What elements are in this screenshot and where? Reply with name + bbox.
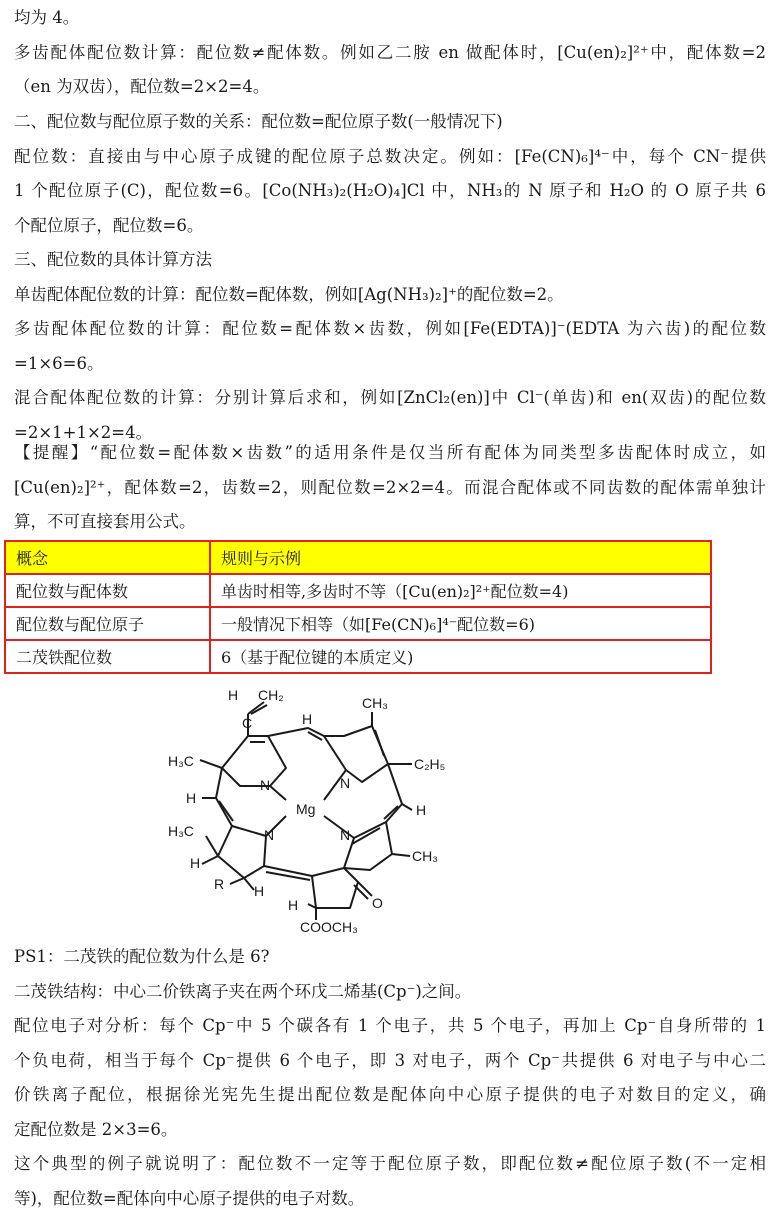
structure-label: H — [288, 897, 298, 913]
structure-label: H₃C — [168, 753, 194, 769]
table-cell: 配位数与配体数 — [5, 574, 210, 607]
table-cell: 一般情况下相等（如[Fe(CN)₆]⁴⁻配位数=6) — [210, 607, 711, 640]
structure-label: H — [228, 687, 238, 703]
section-3-heading: 三、配位数的具体计算方法 — [14, 243, 766, 278]
rules-table — [4, 540, 712, 674]
mono-dentate-rule: 单齿配体配位数的计算：配位数=配体数，例如[Ag(NH₃)₂]⁺的配位数=2。 — [14, 278, 766, 313]
structure-label: C — [242, 715, 252, 731]
table-row — [5, 574, 711, 607]
structure-label: N — [264, 827, 274, 843]
intro-block — [14, 1, 766, 105]
table-header-cell: 规则与示例 — [210, 541, 711, 574]
multi-dentate-rule: 多齿配体配位数的计算：配位数=配体数×齿数，例如[Fe(EDTA)]⁻(EDTA 为六齿)的配位数 — [14, 312, 766, 347]
structure-label: C₂H₅ — [414, 756, 445, 772]
reminder-line: [Cu(en)₂]²⁺，配体数=2，齿数=2，则配位数=2×2=4。而混合配体或不同齿数的配体需单独计 — [14, 471, 766, 506]
ps1-analysis-line: 价铁离子配位，根据徐光宪先生提出配位数是配体向中心原子提供的电子对数目的定义，确 — [14, 1078, 766, 1113]
ps1-conclusion-line: 这个典型的例子就说明了：配位数不一定等于配位原子数，即配位数≠配位原子数(不一定相 — [14, 1147, 766, 1182]
table-cell: 二茂铁配位数 — [5, 640, 210, 673]
structure-label: Mg — [296, 801, 315, 817]
structure-label: CH₃ — [362, 695, 388, 711]
section-2-line: 1 个配位原子(C)，配位数=6。[Co(NH₃)₂(H₂O)₄]Cl 中，NH₃的 N 原子和 H₂O 的 O 原子共 6 — [14, 174, 766, 209]
mixed-ligand-rule: 混合配体配位数的计算：分别计算后求和，例如[ZnCl₂(en)]中 Cl⁻(单齿)和 en(双齿)的配位数 — [14, 381, 766, 416]
table-cell: 配位数与配位原子 — [5, 607, 210, 640]
reminder-line: 算，不可直接套用公式。 — [14, 505, 766, 540]
section-2-line: 个配位原子，配位数=6。 — [14, 209, 766, 244]
table-cell: 6（基于配位键的本质定义) — [210, 640, 711, 673]
ps1-title: PS1：二茂铁的配位数为什么是 6? — [14, 940, 766, 975]
table-header-cell: 概念 — [5, 541, 210, 574]
intro-line: 均为 4。 — [14, 1, 766, 36]
table-header-row — [5, 541, 711, 574]
chlorophyll-structure-diagram — [140, 686, 470, 936]
section-2 — [14, 105, 766, 243]
structure-label: H — [416, 802, 426, 818]
structure-label: CH₂ — [258, 687, 284, 703]
intro-line: （en 为双齿），配位数=2×2=4。 — [14, 70, 766, 105]
structure-label: CH₃ — [412, 848, 438, 864]
structure-label: H₃C — [168, 823, 194, 839]
ps1-analysis-line: 个负电荷，相当于每个 Cp⁻提供 6 个电子，即 3 对电子，两个 Cp⁻共提供 6 对电子与中心二 — [14, 1044, 766, 1079]
table-row — [5, 640, 711, 673]
mixed-ligand-rule: =2×1+1×2=4。 — [14, 416, 766, 451]
table-cell: 单齿时相等,多齿时不等（[Cu(en)₂]²⁺配位数=4) — [210, 574, 711, 607]
ps1-analysis-line: 配位电子对分析：每个 Cp⁻中 5 个碳各有 1 个电子，共 5 个电子，再加上 Cp⁻自身所带的 1 — [14, 1009, 766, 1044]
structure-label: N — [340, 827, 350, 843]
structure-label: H — [254, 883, 264, 899]
table-row — [5, 607, 711, 640]
structure-label: H — [186, 790, 196, 806]
structure-label: H — [302, 711, 312, 727]
multi-dentate-rule: =1×6=6。 — [14, 347, 766, 382]
ps1-analysis-line: 定配位数是 2×3=6。 — [14, 1113, 766, 1148]
reminder — [14, 436, 766, 540]
ps1-block — [14, 940, 766, 1216]
structure-label: R — [214, 876, 224, 892]
ps1-conclusion-line: 等)，配位数=配体向中心原子提供的电子对数。 — [14, 1182, 766, 1216]
section-2-heading: 二、配位数与配位原子数的关系：配位数=配位原子数(一般情况下) — [14, 105, 766, 140]
structure-label: N — [260, 777, 270, 793]
reminder-line: 【提醒】“配位数=配体数×齿数”的适用条件是仅当所有配体为同类型多齿配体时成立，如 — [14, 436, 766, 471]
ps1-structure: 二茂铁结构：中心二价铁离子夹在两个环戊二烯基(Cp⁻)之间。 — [14, 975, 766, 1010]
chlorophyll-structure-figure — [140, 686, 470, 936]
structure-label: N — [340, 775, 350, 791]
intro-line: 多齿配体配位数计算：配位数≠配体数。例如乙二胺 en 做配体时，[Cu(en)₂]²⁺中，配体数=2 — [14, 36, 766, 71]
structure-label: O — [372, 895, 383, 911]
structure-label: H — [190, 855, 200, 871]
section-2-line: 配位数：直接由与中心原子成键的配位原子总数决定。例如：[Fe(CN)₆]⁴⁻中，每个 CN⁻提供 — [14, 140, 766, 175]
structure-label: COOCH₃ — [300, 919, 358, 935]
section-3 — [14, 243, 766, 450]
